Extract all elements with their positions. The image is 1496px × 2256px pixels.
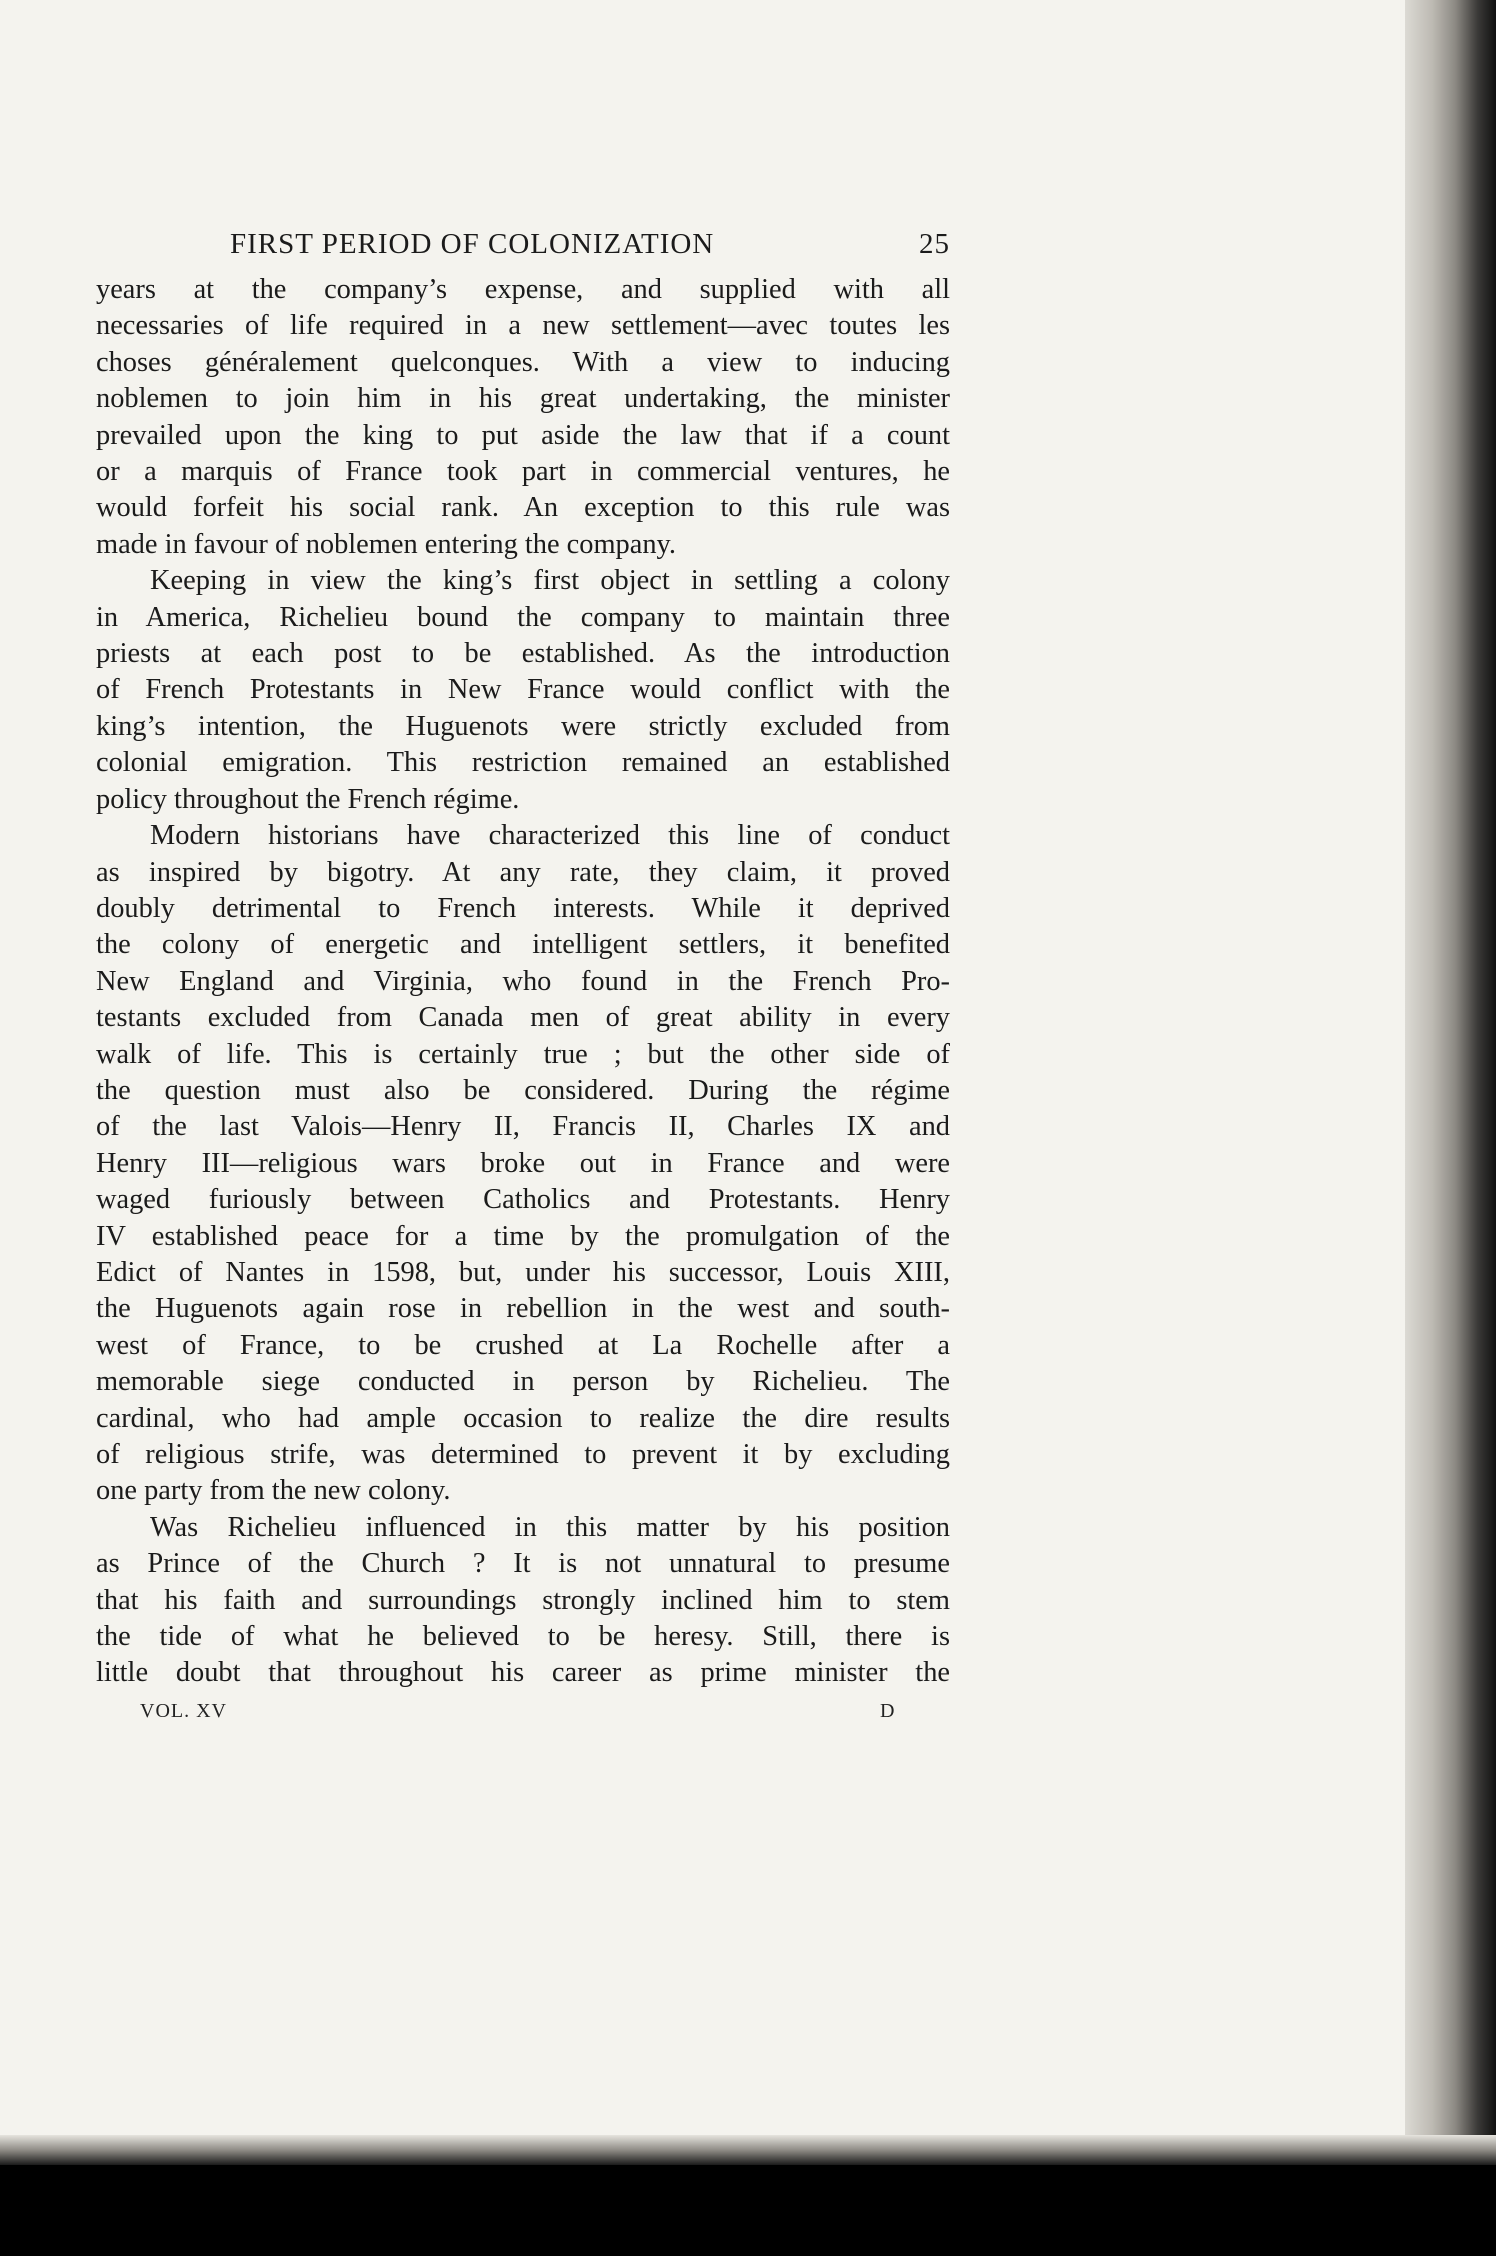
text-line: necessaries of life required in a new settlement—avec toutes les: [96, 310, 950, 342]
text-line: noblemen to join him in his great undertaking, the minister: [96, 383, 950, 415]
text-line: memorable siege conducted in person by Richelieu. The: [96, 1366, 950, 1398]
text-line: west of France, to be crushed at La Rochelle after a: [96, 1329, 950, 1361]
text-line: cardinal, who had ample occasion to realize the dire results: [96, 1402, 950, 1434]
text-line: Keeping in view the king’s first object in settling a colony: [150, 565, 950, 597]
gathering-mark: D: [880, 1700, 896, 1722]
body-text: [96, 272, 950, 1692]
text-line: priests at each post to be established. As the introduction: [96, 638, 950, 670]
text-line: Edict of Nantes in 1598, but, under his successor, Louis XIII,: [96, 1256, 950, 1288]
text-line: would forfeit his social rank. An exception to this rule was: [96, 492, 950, 524]
text-line: or a marquis of France took part in commercial ventures, he: [96, 456, 950, 488]
text-line: of French Protestants in New France would conflict with the: [96, 674, 950, 706]
text-line: as inspired by bigotry. At any rate, they claim, it proved: [96, 856, 950, 888]
page-edge-shadow: [1405, 0, 1496, 2155]
text-line: walk of life. This is certainly true ; but the other side of: [96, 1038, 950, 1070]
text-line: that his faith and surroundings strongly inclined him to stem: [96, 1584, 950, 1616]
text-line: in America, Richelieu bound the company to maintain three: [96, 601, 950, 633]
text-line: the question must also be considered. During the régime: [96, 1074, 950, 1106]
text-line: of the last Valois—Henry II, Francis II, Charles IX and: [96, 1111, 950, 1143]
text-line: the Huguenots again rose in rebellion in the west and south-: [96, 1293, 950, 1325]
volume-signature: VOL. XV: [140, 1700, 227, 1722]
page-bottom-shadow: [0, 2135, 1496, 2165]
running-head: [96, 228, 950, 272]
text-line: made in favour of noblemen entering the company.: [96, 528, 676, 560]
text-line: New England and Virginia, who found in the French Pro-: [96, 965, 950, 997]
text-line: doubly detrimental to French interests. While it deprived: [96, 892, 950, 924]
text-line: one party from the new colony.: [96, 1475, 451, 1507]
page-number: 25: [919, 228, 950, 260]
text-line: years at the company’s expense, and supplied with all: [96, 274, 950, 305]
text-line: Modern historians have characterized this line of conduct: [150, 820, 950, 852]
text-line: prevailed upon the king to put aside the law that if a count: [96, 419, 950, 451]
text-line: Was Richelieu influenced in this matter by his position: [150, 1511, 950, 1543]
text-line: colonial emigration. This restriction remained an established: [96, 747, 950, 779]
text-line: little doubt that throughout his career as prime minister the: [96, 1657, 950, 1689]
text-line: as Prince of the Church ? It is not unnatural to presume: [96, 1548, 950, 1580]
text-line: Henry III—religious wars broke out in France and were: [96, 1147, 950, 1179]
text-line: policy throughout the French régime.: [96, 783, 520, 815]
text-line: of religious strife, was determined to prevent it by excluding: [96, 1439, 950, 1470]
text-line: IV established peace for a time by the promulgation of the: [96, 1220, 950, 1252]
running-head-title: FIRST PERIOD OF COLONIZATION: [230, 228, 715, 260]
text-line: waged furiously between Catholics and Protestants. Henry: [96, 1184, 950, 1216]
text-line: testants excluded from Canada men of great ability in every: [96, 1002, 950, 1034]
text-block: [96, 228, 950, 1692]
text-line: the tide of what he believed to be heresy. Still, there is: [96, 1621, 950, 1653]
text-line: choses généralement quelconques. With a view to inducing: [96, 346, 950, 378]
text-line: king’s intention, the Huguenots were strictly excluded from: [96, 710, 950, 742]
text-line: the colony of energetic and intelligent settlers, it benefited: [96, 929, 950, 961]
